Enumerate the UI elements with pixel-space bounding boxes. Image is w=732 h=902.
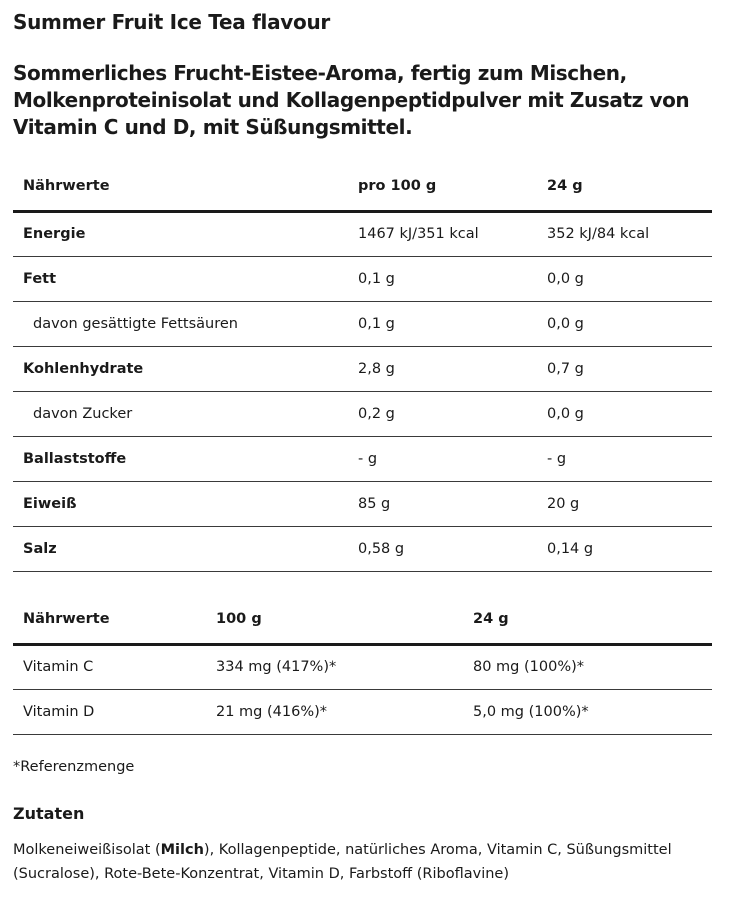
ingredients-title: Zutaten — [13, 804, 85, 823]
vitamin-header-row — [13, 596, 712, 644]
table-row — [13, 256, 712, 301]
value-per-24g: 20 g — [537, 481, 712, 526]
value-per-100g: 85 g — [348, 481, 537, 526]
header-nutrients: Nährwerte — [13, 596, 206, 644]
table-row — [13, 391, 712, 436]
nutrient-name: Ballaststoffe — [13, 436, 348, 481]
nutrition-table — [13, 163, 712, 572]
value-per-100g: 0,1 g — [348, 256, 537, 301]
table-row — [13, 481, 712, 526]
product-description: Sommerliches Frucht-Eistee-Aroma, fertig zum Mischen, Molkenproteinisolat und Kollagenpeptidpulver mit Zusatz von Vitamin C und D, mit Süßungsmittel. — [13, 61, 690, 139]
vitamin-table — [13, 596, 712, 735]
value-per-100g: 21 mg (416%)* — [206, 689, 463, 734]
value-per-100g: 2,8 g — [348, 346, 537, 391]
table-row — [13, 346, 712, 391]
vitamin-name: Vitamin D — [13, 689, 206, 734]
header-per-100g: pro 100 g — [348, 163, 537, 211]
value-per-24g: 0,7 g — [537, 346, 712, 391]
table-row — [13, 689, 712, 734]
header-nutrients: Nährwerte — [13, 163, 348, 211]
nutrient-name: davon gesättigte Fettsäuren — [13, 301, 348, 346]
value-per-24g: 0,14 g — [537, 526, 712, 571]
ingredients-text-rest: ), Kollagenpeptide, natürliches Aroma, Vitamin C, Süßungsmittel (Sucralose), Rote-Bete-Konzentrat, Vitamin D, Farbstoff (Riboflavine) — [13, 842, 672, 882]
ingredients-text-start: Molkeneiweißisolat ( — [13, 842, 161, 858]
flavour-heading: Summer Fruit Ice Tea flavour — [13, 10, 330, 34]
value-per-24g: 80 mg (100%)* — [463, 644, 712, 689]
ingredients-text — [13, 838, 725, 886]
header-24g: 24 g — [463, 596, 712, 644]
value-per-24g: 5,0 mg (100%)* — [463, 689, 712, 734]
table-row — [13, 211, 712, 256]
header-per-24g: 24 g — [537, 163, 712, 211]
value-per-24g: 0,0 g — [537, 391, 712, 436]
vitamin-name: Vitamin C — [13, 644, 206, 689]
nutrient-name: Kohlenhydrate — [13, 346, 348, 391]
nutrient-name: Eiweiß — [13, 481, 348, 526]
value-per-100g: - g — [348, 436, 537, 481]
value-per-100g: 0,58 g — [348, 526, 537, 571]
value-per-100g: 0,1 g — [348, 301, 537, 346]
value-per-100g: 1467 kJ/351 kcal — [348, 211, 537, 256]
value-per-24g: 0,0 g — [537, 301, 712, 346]
value-per-24g: - g — [537, 436, 712, 481]
table-row — [13, 436, 712, 481]
value-per-100g: 0,2 g — [348, 391, 537, 436]
table-row — [13, 644, 712, 689]
nutrient-name: Energie — [13, 211, 348, 256]
table-row — [13, 526, 712, 571]
nutrient-name: Salz — [13, 526, 348, 571]
header-100g: 100 g — [206, 596, 463, 644]
reference-footnote: *Referenzmenge — [13, 759, 135, 775]
nutrition-header-row — [13, 163, 712, 211]
allergen-milk: Milch — [160, 842, 204, 858]
nutrient-name: Fett — [13, 256, 348, 301]
table-row — [13, 301, 712, 346]
value-per-100g: 334 mg (417%)* — [206, 644, 463, 689]
nutrient-name: davon Zucker — [13, 391, 348, 436]
value-per-24g: 0,0 g — [537, 256, 712, 301]
value-per-24g: 352 kJ/84 kcal — [537, 211, 712, 256]
